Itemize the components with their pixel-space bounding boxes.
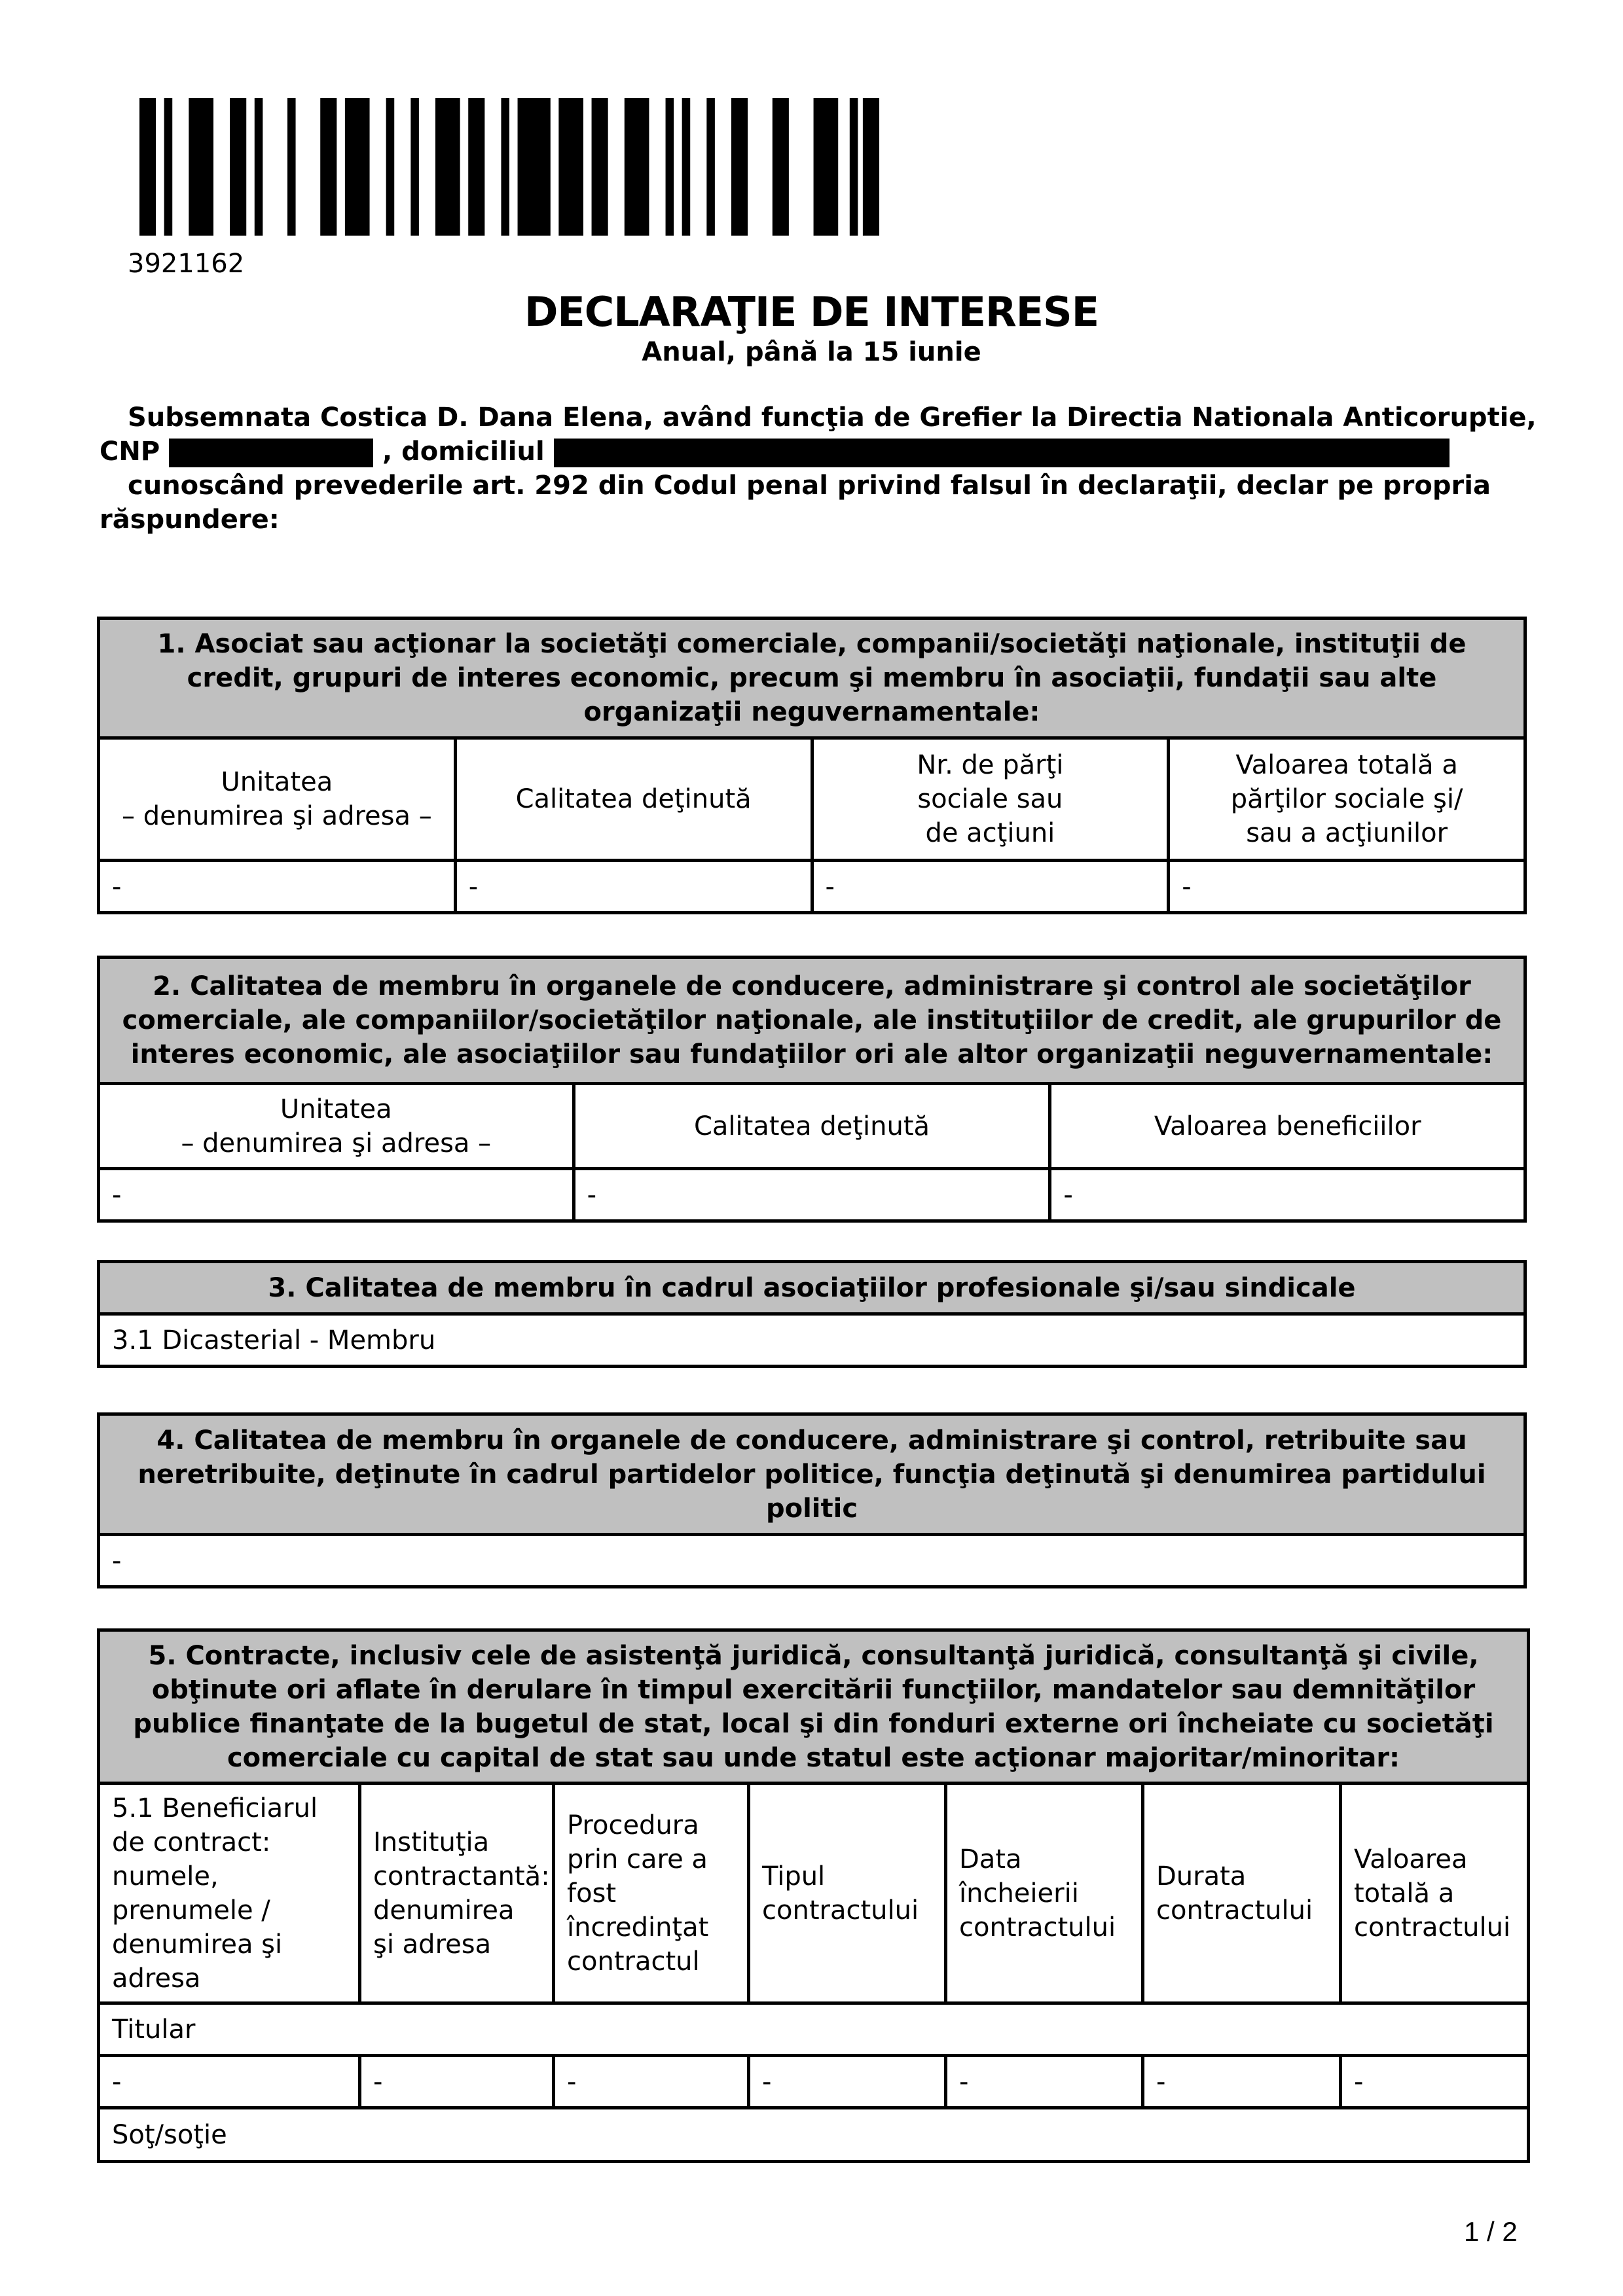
intro-line-responsibility: răspundere: bbox=[100, 505, 280, 535]
section-5-column-headers bbox=[99, 1784, 1529, 2003]
col-header-nr-parti: Nr. de părţi sociale sau de acţiuni bbox=[812, 738, 1169, 861]
section-1-table bbox=[97, 617, 1527, 914]
document-subtitle: Anual, până la 15 iunie bbox=[642, 337, 981, 367]
cell: - bbox=[946, 2056, 1143, 2108]
cell: - bbox=[812, 861, 1169, 913]
cell: - bbox=[1050, 1169, 1525, 1221]
col-header-valoarea-beneficiilor: Valoarea beneficiilor bbox=[1050, 1084, 1525, 1169]
section-3-table bbox=[97, 1260, 1527, 1368]
section-2-column-headers bbox=[99, 1084, 1525, 1169]
col-header-calitatea: Calitatea deţinută bbox=[574, 1084, 1050, 1169]
cell: - bbox=[1169, 861, 1525, 913]
cell: - bbox=[554, 2056, 749, 2108]
col-header-valoarea: Valoarea totală a părţilor sociale şi/ sau a acţiunilor bbox=[1169, 738, 1525, 861]
intro-line-declarant: Subsemnata Costica D. Dana Elena, având funcţia de Grefier la Directia Nationala Anticoruptie, bbox=[128, 403, 1537, 433]
cell: - bbox=[455, 861, 812, 913]
cnp-label: CNP bbox=[100, 437, 160, 467]
cell: - bbox=[574, 1169, 1050, 1221]
barcode-image bbox=[139, 98, 879, 236]
table-row bbox=[99, 1535, 1525, 1587]
col-header-data: Data încheierii contractului bbox=[946, 1784, 1143, 2003]
col-header-durata: Durata contractului bbox=[1143, 1784, 1341, 2003]
section-2-heading: 2. Calitatea de membru în organele de conducere, administrare şi control ale societăţilor comerciale, ale companiilor/societăţilor naţionale, ale instituţiilor de credit, ale grupurilor de interes economic, ale asociaţiilor sau fundaţiilor ori ale altor organizaţii neguvernamentale: bbox=[99, 958, 1525, 1084]
group-row-sot-sotie bbox=[99, 2108, 1529, 2162]
col-header-unitatea: Unitatea – denumirea şi adresa – bbox=[99, 738, 456, 861]
barcode-number: 3921162 bbox=[128, 249, 245, 279]
col-header-tipul: Tipul contractului bbox=[749, 1784, 946, 2003]
domiciliu-redaction bbox=[554, 439, 1450, 467]
cell: - bbox=[99, 861, 456, 913]
intro-line-identity bbox=[100, 435, 1527, 469]
section-1-heading: 1. Asociat sau acţionar la societăţi comerciale, companii/societăţi naţionale, instituţii de credit, grupuri de interes economic, precum şi membru în asociaţii, fundaţii sau alte organizaţii neguvernamentale: bbox=[99, 619, 1525, 738]
col-header-unitatea: Unitatea – denumirea şi adresa – bbox=[99, 1084, 574, 1169]
cnp-redaction bbox=[169, 439, 373, 467]
table-row bbox=[99, 861, 1525, 913]
col-header-procedura: Procedura prin care a fost încredinţat contractul bbox=[554, 1784, 749, 2003]
section-1-column-headers bbox=[99, 738, 1525, 861]
cell: - bbox=[749, 2056, 946, 2108]
cell: - bbox=[99, 1535, 1525, 1587]
col-header-calitatea: Calitatea deţinută bbox=[455, 738, 812, 861]
cell: - bbox=[1143, 2056, 1341, 2108]
table-row bbox=[99, 1314, 1525, 1367]
group-label-titular: Titular bbox=[99, 2003, 1529, 2056]
cell: - bbox=[99, 1169, 574, 1221]
section-4-heading: 4. Calitatea de membru în organele de conducere, administrare şi control, retribuite sau neretribuite, deţinute în cadrul partidelor politice, funcţia deţinută şi denumirea partidului politic bbox=[99, 1414, 1525, 1535]
intro-line-legal: cunoscând prevederile art. 292 din Codul penal privind falsul în declaraţii, declar pe propria bbox=[128, 471, 1491, 501]
cell: 3.1 Dicasterial - Membru bbox=[99, 1314, 1525, 1367]
page-number: 1 / 2 bbox=[1464, 2216, 1518, 2247]
section-4-table bbox=[97, 1412, 1527, 1588]
cell: - bbox=[99, 2056, 360, 2108]
section-3-heading: 3. Calitatea de membru în cadrul asociaţiilor profesionale şi/sau sindicale bbox=[99, 1262, 1525, 1314]
col-header-valoarea: Valoarea totală a contractului bbox=[1341, 1784, 1529, 2003]
cell: - bbox=[360, 2056, 554, 2108]
table-row bbox=[99, 2056, 1529, 2108]
group-label-sot-sotie: Soţ/soţie bbox=[99, 2108, 1529, 2162]
section-5-table bbox=[97, 1628, 1530, 2163]
group-row-titular bbox=[99, 2003, 1529, 2056]
col-header-institutia: Instituţia contractantă: denumirea şi adresa bbox=[360, 1784, 554, 2003]
domiciliu-label: , domiciliul bbox=[382, 437, 545, 467]
section-5-heading: 5. Contracte, inclusiv cele de asistenţă juridică, consultanţă juridică, consultanţă şi civile, obţinute ori aflate în derulare în timpul exercitării funcţiilor, mandatelor sau demnităţilor publice finanţate de la bugetul de stat, local şi din fonduri externe ori încheiate cu societăţi comerciale cu capital de stat sau unde statul este acţionar majoritar/minoritar: bbox=[99, 1630, 1529, 1784]
table-row bbox=[99, 1169, 1525, 1221]
col-header-beneficiar: 5.1 Beneficiarul de contract: numele, prenumele / denumirea şi adresa bbox=[99, 1784, 360, 2003]
section-2-table bbox=[97, 956, 1527, 1223]
document-title: DECLARAŢIE DE INTERESE bbox=[524, 288, 1099, 336]
cell: - bbox=[1341, 2056, 1529, 2108]
